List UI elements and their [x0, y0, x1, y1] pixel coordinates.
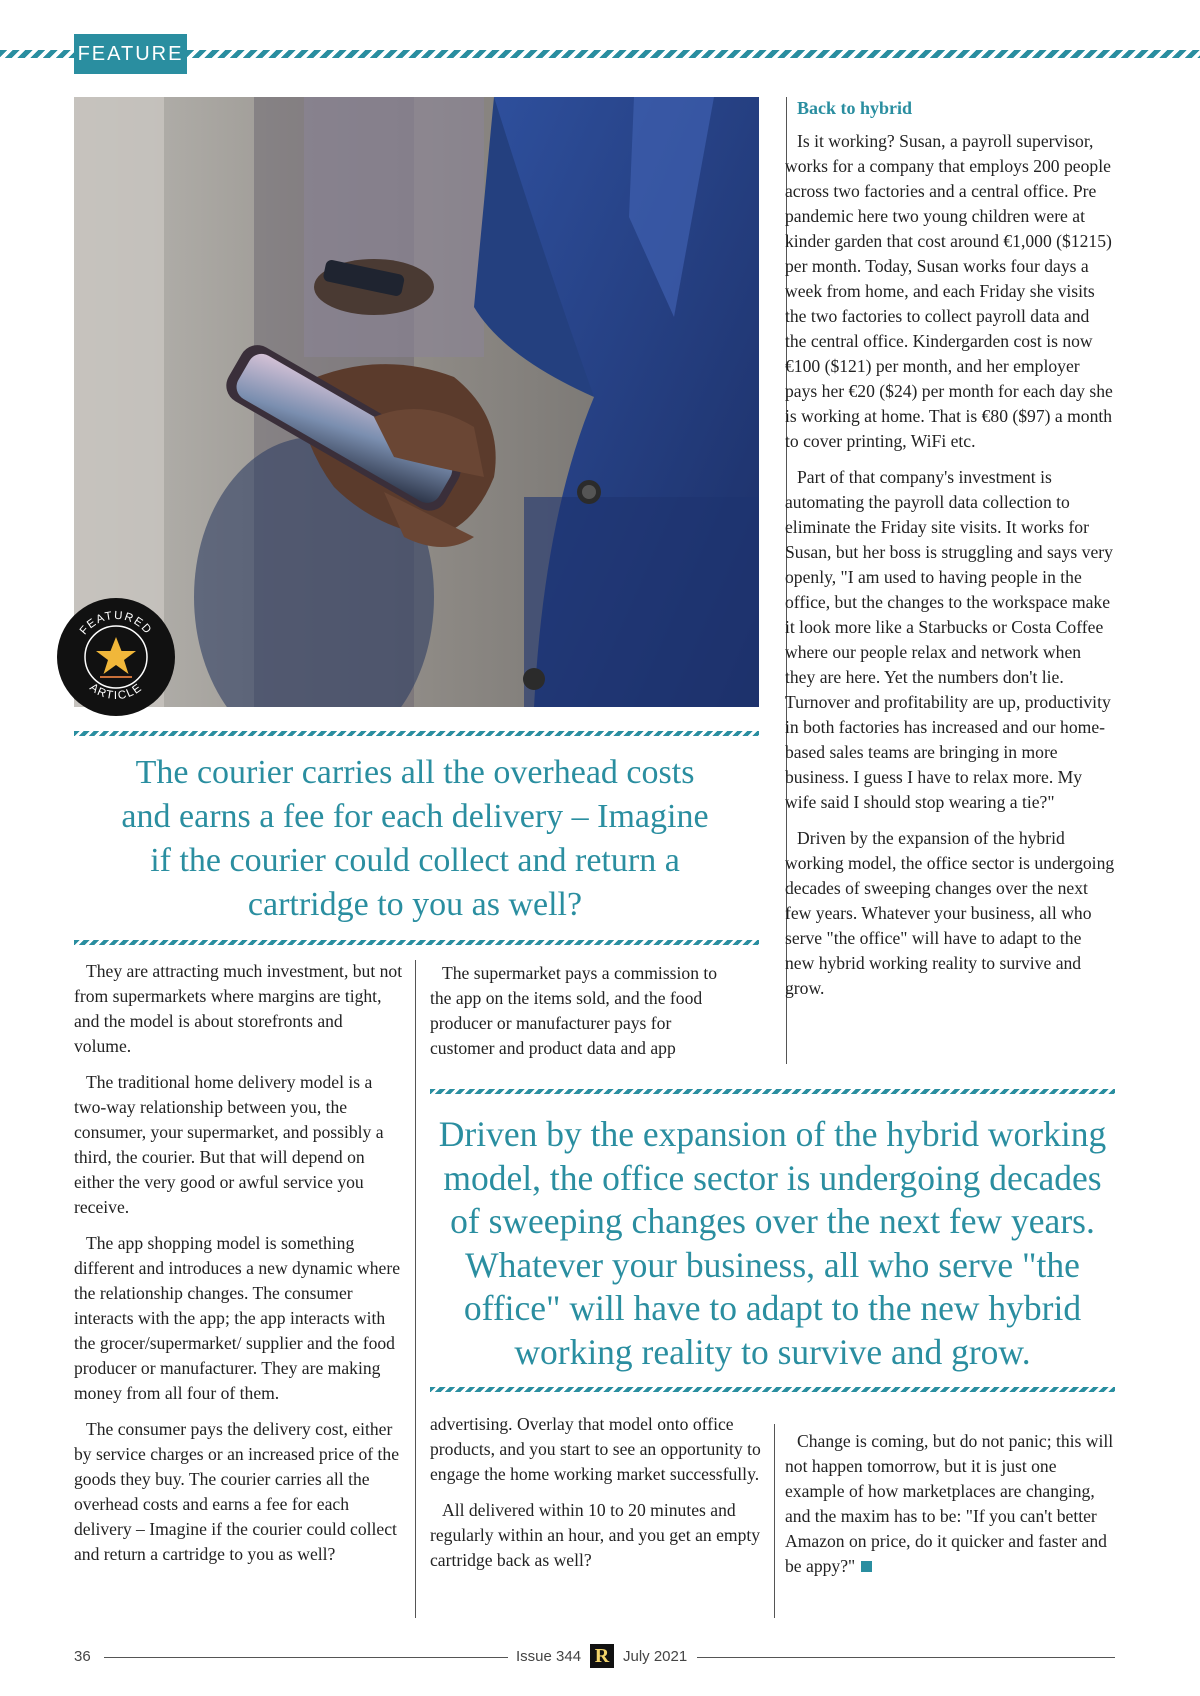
column-2-bottom	[430, 1412, 770, 1584]
col3-closing-paragraph: Change is coming, but do not panic; this will not happen tomorrow, but it is just one example of how marketplaces are changing, and the maxim has to be: "If you can't better Amazon on price, do it quicker and faster and be appy?"	[785, 1431, 1114, 1576]
column-2-top	[430, 961, 735, 1072]
col2-paragraph: All delivered within 10 to 20 minutes and regularly within an hour, and you get an empty cartridge back as well?	[430, 1500, 761, 1570]
article-photo	[74, 97, 759, 707]
feature-tag: FEATURE	[74, 34, 187, 74]
col3-paragraph: Is it working? Susan, a payroll supervisor, works for a company that employs 200 people across two factories and a central office. Pre pandemic here two young children were at kinder garden that cost around €1,000 ($1215) per month. Today, Susan works four days a week from home, and each Friday she visits the two factories to collect payroll data and the central office. Kindergarden cost is now €100 ($121) per month, and her employer pays her €20 ($24) per month for each day she is working at home. That is €80 ($97) a month to cover printing, WiFi etc.	[785, 131, 1113, 451]
issue-number: Issue 344	[516, 1648, 582, 1665]
phone-hands-illustration	[74, 97, 759, 707]
issue-date: July 2021	[623, 1648, 688, 1665]
svg-text:ARTICLE: ARTICLE	[87, 681, 145, 703]
pullquote2-rule-top	[430, 1089, 1115, 1094]
end-mark-icon	[861, 1561, 872, 1572]
footer-rule-left	[104, 1657, 508, 1658]
pullquote2-rule-bottom	[430, 1387, 1115, 1392]
svg-text:FEATURED: FEATURED	[77, 609, 155, 638]
header-hatch-left	[0, 50, 74, 58]
col1-paragraph: The app shopping model is something different and introduces a new dynamic where the relationship changes. The consumer interacts with the app; the app interacts with the grocer/supermarket/ supplier and the food producer or manufacturer. They are making money from all four of them.	[74, 1233, 401, 1403]
pullquote-1: The courier carries all the overhead costs and earns a fee for each delivery – Imagine if the courier could collect and return a cartridge to you as well?	[121, 754, 709, 923]
featured-article-badge	[56, 597, 176, 717]
column-3-top	[785, 96, 1115, 1012]
pullquote1-rule-top	[74, 731, 759, 736]
column-divider-1	[415, 960, 416, 1618]
col1-paragraph: The traditional home delivery model is a two-way relationship between you, the consumer, your supermarket, and possibly a third, the courier. But that will depend on either the very good or awful service you receive.	[74, 1072, 384, 1217]
col3-paragraph: Part of that company's investment is automating the payroll data collection to eliminate the Friday site visits. It works for Susan, but her boss is struggling and says very openly, "I am used to having people in the office, but the changes to the workspace make it look more like a Starbucks or Costa Coffee where our people relax and network when they are here. Yet the numbers don't lie. Turnover and profitability are up, productivity in both factories has increased and our home-based sales teams are bringing in more business. I guess I have to relax more. My wife said I should stop wearing a tie?"	[785, 467, 1113, 812]
footer-logo: R	[590, 1644, 614, 1668]
col3-paragraph: Driven by the expansion of the hybrid working model, the office sector is undergoing decades of sweeping changes over the next few years. Whatever your business, all who serve "the office" will have to adapt to the new hybrid working reality to survive and grow.	[785, 828, 1115, 998]
header-hatch-right	[187, 50, 1200, 58]
footer-rule-right	[697, 1657, 1115, 1658]
col1-paragraph: They are attracting much investment, but not from supermarkets where margins are tight, and the model is about storefronts and volume.	[74, 961, 403, 1056]
col2-paragraph: advertising. Overlay that model onto office products, and you start to see an opportunity to engage the home working market successfully.	[430, 1414, 761, 1484]
subhead-back-to-hybrid: Back to hybrid	[797, 98, 913, 118]
column-divider-2-bottom	[774, 1424, 775, 1618]
page-number: 36	[74, 1648, 91, 1665]
col1-paragraph: The consumer pays the delivery cost, either by service charges or an increased price of the goods they buy. The courier carries all the overhead costs and earns a fee for each delivery – Imagine if the courier could collect and return a cartridge to you as well?	[74, 1419, 400, 1564]
col2-paragraph: The supermarket pays a commission to the app on the items sold, and the food producer or manufacturer pays for customer and product data and app	[430, 963, 718, 1058]
column-3-bottom	[785, 1429, 1115, 1590]
pullquote1-rule-bottom	[74, 940, 759, 945]
pullquote-2: Driven by the expansion of the hybrid working model, the office sector is undergoing decades of sweeping changes over the next few years. Whatever your business, all who serve "the office" will have to adapt to the new hybrid working reality to survive and grow.	[438, 1114, 1107, 1372]
column-1	[74, 959, 404, 1578]
